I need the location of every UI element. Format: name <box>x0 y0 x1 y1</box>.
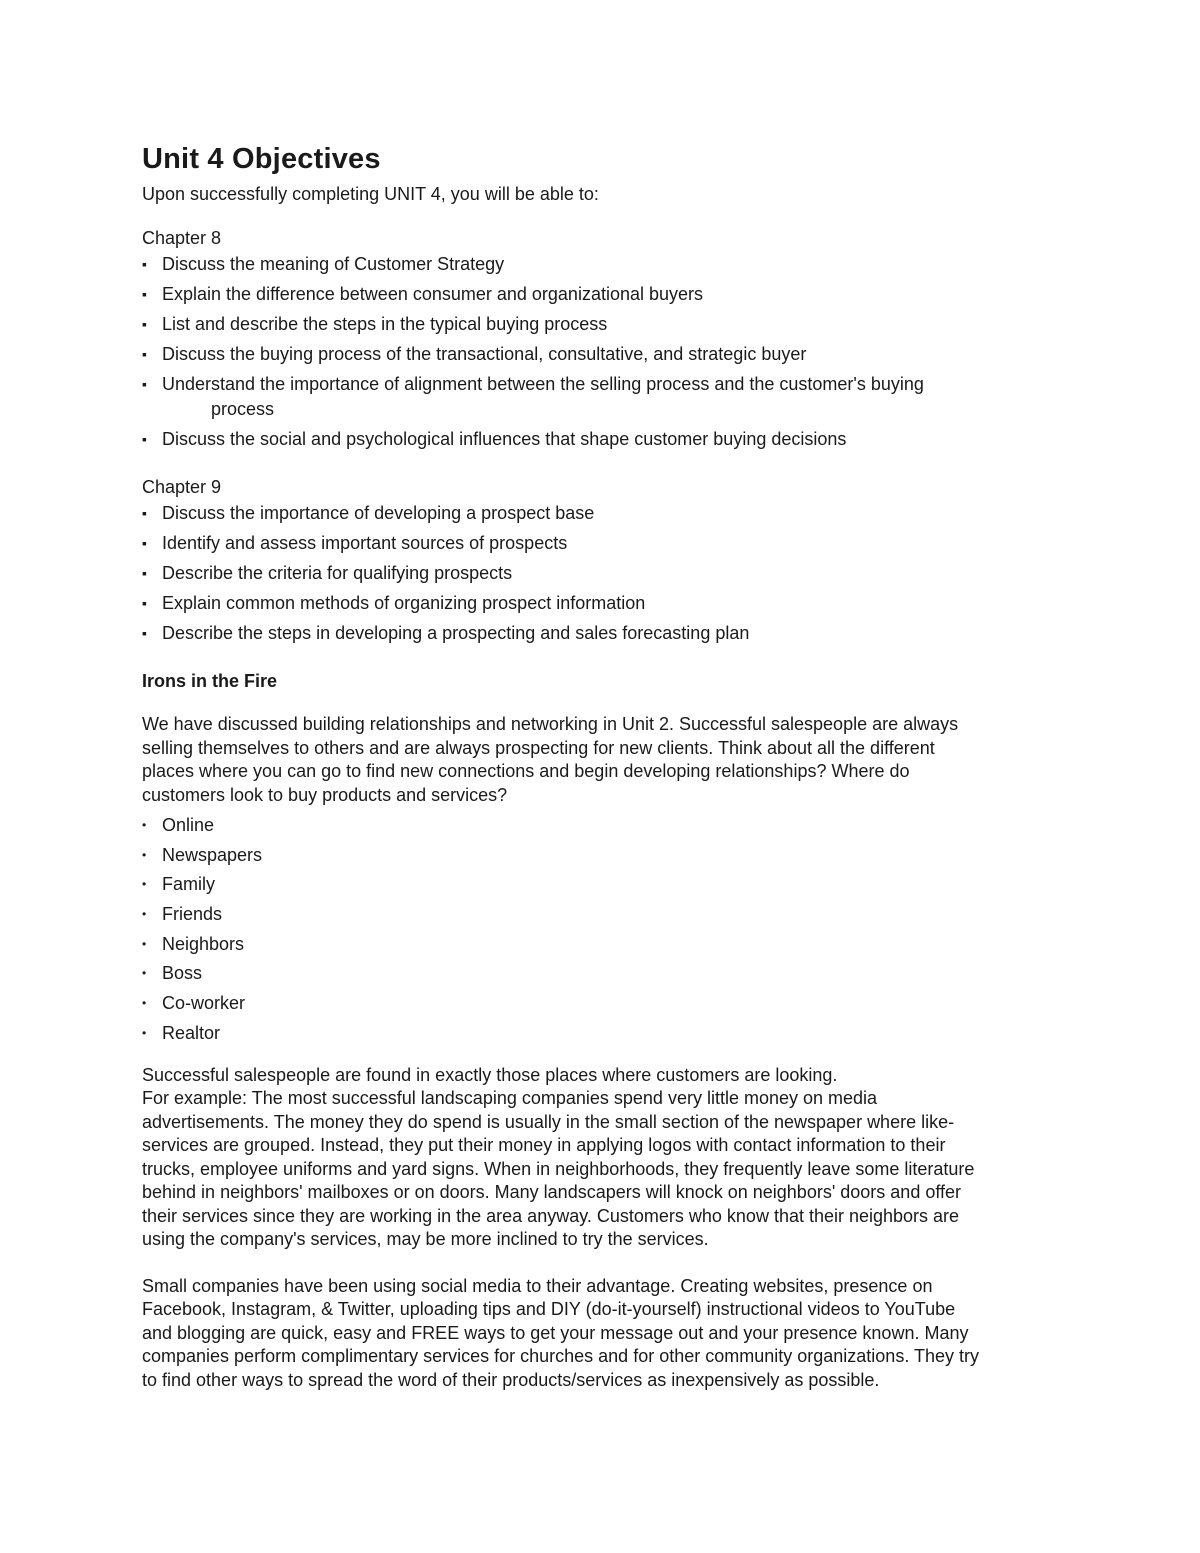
list-item: • Friends <box>142 901 1062 927</box>
list-item: ▪ Identify and assess important sources of prospects <box>142 531 1062 556</box>
bullet-icon: • <box>142 818 147 832</box>
list-item: ▪ Discuss the importance of developing a prospect base <box>142 501 1062 526</box>
list-item: ▪ Discuss the meaning of Customer Strategy <box>142 252 1062 277</box>
list-item: ▪ Discuss the buying process of the transactional, consultative, and strategic buyer <box>142 342 1062 367</box>
bullet-icon: • <box>142 936 147 951</box>
page-subtitle: Upon successfully completing UNIT 4, you will be able to: <box>142 184 599 204</box>
chapter-8-heading: Chapter 8 <box>142 228 222 248</box>
document-page <box>142 138 1062 1392</box>
bullet-icon: • <box>142 996 147 1011</box>
bullet-icon: • <box>142 877 147 892</box>
section-heading: Irons in the Fire <box>142 671 278 691</box>
intro-paragraph: We have discussed building relationships and networking in Unit 2. Successful salespeople are always selling themselves to others and are always prospecting for new clients. Think about all the different places where you can go to find new connections and begin developing relationships? Where do customers look to buy products and services? <box>142 714 959 805</box>
bullet-icon: • <box>142 966 147 981</box>
square-bullet-icon: ▪ <box>142 625 147 641</box>
list-item: ▪ Describe the criteria for qualifying prospects <box>142 561 1062 586</box>
list-item: • Realtor <box>142 1020 1062 1046</box>
square-bullet-icon: ▪ <box>142 595 147 611</box>
list-item: • Family <box>142 871 1062 897</box>
list-item: • Co-worker <box>142 990 1062 1016</box>
square-bullet-icon: ▪ <box>142 565 147 581</box>
square-bullet-icon: ▪ <box>142 505 147 521</box>
bullet-icon: • <box>142 907 147 922</box>
list-item-continuation: process <box>211 399 275 419</box>
list-item: • Newspapers <box>142 842 1062 868</box>
list-item: ▪ Discuss the social and psychological influences that shape customer buying decisions <box>142 427 1062 452</box>
places-list <box>142 812 1062 1046</box>
list-item: ▪ List and describe the steps in the typical buying process <box>142 312 1062 337</box>
square-bullet-icon: ▪ <box>142 431 147 447</box>
chapter-9-heading: Chapter 9 <box>142 477 222 497</box>
list-item: ▪ Explain the difference between consumer and organizational buyers <box>142 282 1062 307</box>
bullet-icon: • <box>142 1025 147 1040</box>
chapter-8-objectives <box>142 252 1062 452</box>
bullet-icon: • <box>142 847 147 862</box>
list-item: • Neighbors <box>142 931 1062 957</box>
list-item: ▪ Understand the importance of alignment between the selling process and the customer's buying process <box>142 372 1062 422</box>
square-bullet-icon: ▪ <box>142 316 147 332</box>
square-bullet-icon: ▪ <box>142 346 147 362</box>
square-bullet-icon: ▪ <box>142 535 147 551</box>
square-bullet-icon: ▪ <box>142 376 147 392</box>
square-bullet-icon: ▪ <box>142 256 147 272</box>
page-title: Unit 4 Objectives <box>142 143 381 175</box>
list-item: • Online <box>142 812 1062 838</box>
chapter-9-objectives <box>142 501 1062 646</box>
list-item: ▪ Describe the steps in developing a prospecting and sales forecasting plan <box>142 621 1062 646</box>
square-bullet-icon: ▪ <box>142 286 147 302</box>
list-item: • Boss <box>142 960 1062 986</box>
example-paragraph: Successful salespeople are found in exactly those places where customers are looking. For example: The most successful landscaping companies spend very little money on media advertisements. The money they do spend is usually in the small section of the newspaper where like- services are grouped. Instead, they put their money in applying logos with contact information to their trucks, employee uniforms and yard signs. When in neighborhoods, they frequently leave some literature behind in neighbors' mailboxes or on doors. Many landscapers will knock on neighbors' doors and offer their services since they are working in the area anyway. Customers who know that their neighbors are using the company's services, may be more inclined to try the services. <box>142 1064 975 1249</box>
social-media-paragraph: Small companies have been using social media to their advantage. Creating websites, presence on Facebook, Instagram, & Twitter, uploading tips and DIY (do-it-yourself) instructional videos to YouTube and blogging are quick, easy and FREE ways to get your message out and your presence known. Many companies perform complimentary services for churches and for other community organizations. They try to find other ways to spread the word of their products/services as inexpensively as possible. <box>142 1275 980 1390</box>
list-item: ▪ Explain common methods of organizing prospect information <box>142 591 1062 616</box>
